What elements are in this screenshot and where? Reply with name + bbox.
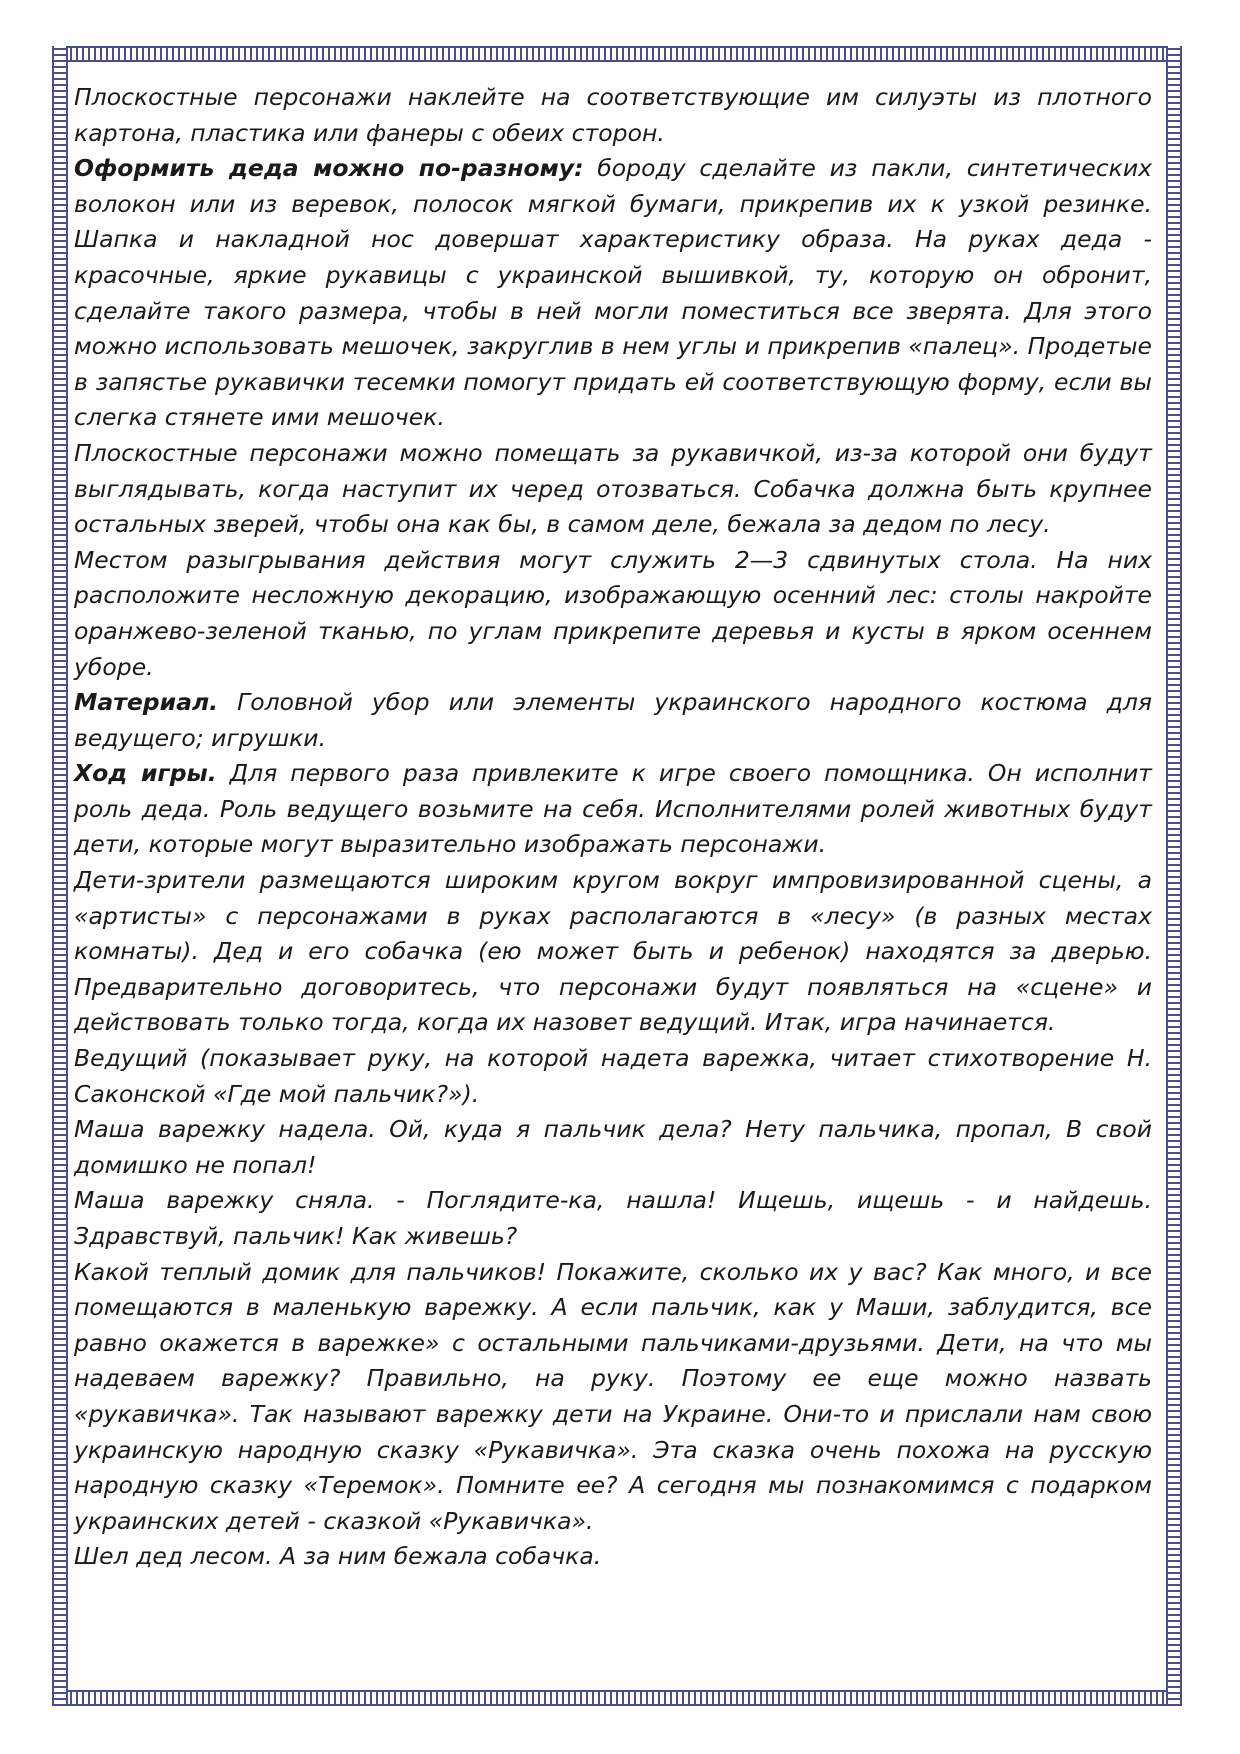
paragraph-9: Маша варежку надела. Ой, куда я пальчик дела? Нету пальчика, пропал, В свой домишко не попал! (74, 1115, 1152, 1179)
border-right (1166, 46, 1182, 1706)
paragraph-2: Оформить деда можно по-разному: бороду сделайте из пакли, синтетических волокон или из веревок, полосок мягкой бумаги, прикрепив их к узкой резинке. Шапка и накладной нос довершат характеристику образа. На руках деда - красочные, яркие рукавицы с украинской вышивкой, ту, которую он обронит, сделайте такого размера, чтобы в ней могли поместиться все зверята. Для этого можно использовать мешочек, закруглив в нем углы и прикрепив «палец». Продетые в запястье рукавички тесемки помогут придать ей соответствующую форму, если вы слегка стянете ими мешочек. (74, 154, 1152, 432)
paragraph-1: Плоскостные персонажи наклейте на соответствующие им силуэты из плотного картона, пластика или фанеры с обеих сторон. (74, 83, 1152, 147)
paragraph-12: Шел дед лесом. А за ним бежала собачка. (74, 1542, 602, 1571)
paragraph-3: Плоскостные персонажи можно помещать за рукавичкой, из-за которой они будут выглядывать, когда наступит их черед отозваться. Собачка должна быть крупнее остальных зверей, чтобы она как бы, в самом деле, бежала за дедом по лесу. (74, 438, 1152, 539)
border-bottom (52, 1690, 1182, 1706)
paragraph-11: Какой теплый домик для пальчиков! Покажите, сколько их у вас? Как много, и все помещаются в маленькую варежку. А если пальчик, как у Маши, заблудится, все равно окажется в варежке» с остальными пальчиками-друзьями. Дети, на что мы надеваем варежку? Правильно, на руку. Поэтому ее еще можно назвать «рукавичка». Так называют варежку дети на Украине. Они-то и прислали нам свою украинскую народную сказку «Рукавичка». Эта сказка очень похожа на русскую народную сказку «Теремок». Помните ее? А сегодня мы познакомимся с подарком украинских детей - сказкой «Рукавичка». (74, 1257, 1152, 1535)
paragraph-7: Дети-зрители размещаются широким кругом вокруг импровизированной сцены, а «артисты» с персонажами в руках располагаются в «лесу» (в разных местах комнаты). Дед и его собачка (ею может быть и ребенок) находятся за дверью. Предварительно договоритесь, что персонажи будут появляться на «сцене» и действовать только тогда, когда их назовет ведущий. Итак, игра начинается. (74, 866, 1152, 1037)
paragraph-lead: Оформить деда можно по-разному: (74, 154, 584, 183)
paragraph-lead: Ход игры. (74, 759, 217, 788)
paragraph-8: Ведущий (показывает руку, на которой надета варежка, читает стихотворение Н. Саконской «Где мой пальчик?»). (74, 1044, 1152, 1108)
paragraph-10: Маша варежку сняла. - Поглядите-ка, нашла! Ищешь, ищешь - и найдешь. Здравствуй, пальчик! Как живешь? (74, 1186, 1152, 1250)
border-top (52, 46, 1182, 62)
paragraph-4: Местом разыгрывания действия могут служить 2—3 сдвинутых стола. На них расположите несложную декорацию, изображающую осенний лес: столы накройте оранжево-зеленой тканью, по углам прикрепите деревья и кусты в ярком осеннем уборе. (74, 545, 1152, 681)
border-left (52, 46, 68, 1706)
document-body (74, 80, 1152, 1575)
paragraph-lead: Материал. (74, 688, 219, 717)
paragraph-6: Ход игры. Для первого раза привлеките к игре своего помощника. Он исполнит роль деда. Роль ведущего возьмите на себя. Исполнителями ролей животных будут дети, которые могут выразительно изображать персонажи. (74, 759, 1152, 859)
paragraph-5: Материал. Головной убор или элементы украинского народного костюма для ведущего; игрушки. (74, 688, 1152, 752)
